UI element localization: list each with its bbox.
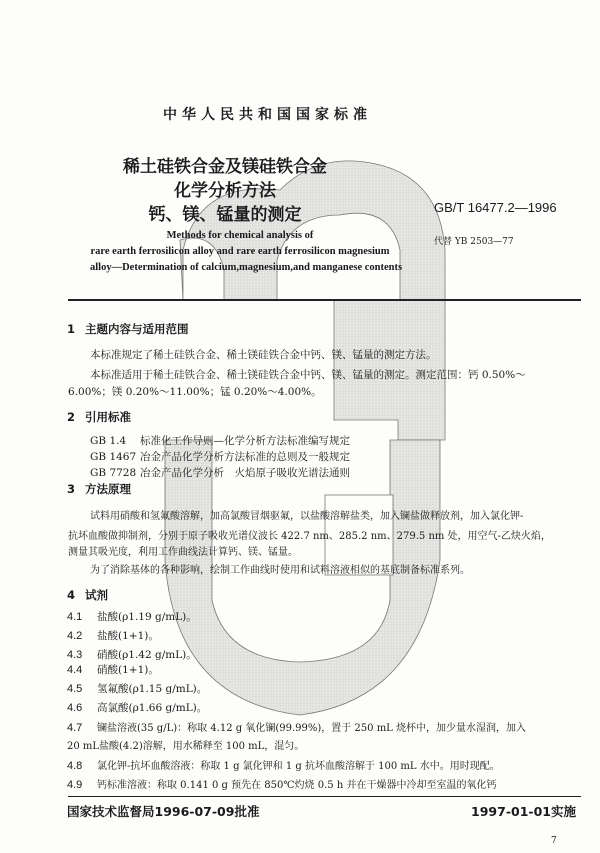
reagent-item-continuation: 20 mL盐酸(4.2)溶解，用水稀释至 100 mL，混匀。 <box>67 741 305 752</box>
section-3-line: 试料用硝酸和氢氟酸溶解，加高氯酸冒烟驱氟，以盐酸溶解盐类，加入镧盐做释放剂，加入氯化钾- <box>90 511 524 522</box>
section-1-heading: 1 主题内容与适用范围 <box>67 322 189 336</box>
replaces-standard: 代替 YB 2503—77 <box>434 237 514 247</box>
reference-item: GB 1467 冶金产品化学分析方法标准的总则及一般规定 <box>90 451 350 463</box>
section-4-heading: 4 试剂 <box>67 588 108 602</box>
section-3-line: 为了消除基体的各种影响，绘制工作曲线时使用和试料溶液相似的基底制备标准系列。 <box>90 565 470 576</box>
title-line-1: 稀土硅铁合金及镁硅铁合金 <box>123 157 327 177</box>
section-3-line: 抗坏血酸做抑制剂，分别于原子吸收光谱仪波长 422.7 nm、285.2 nm、279.5 nm 处，用空气-乙炔火焰， <box>68 531 551 542</box>
english-title-line-1: Methods for chemical analysis of <box>166 230 314 241</box>
title-line-2: 化学分析方法 <box>174 181 276 201</box>
title-line-3: 钙、镁、锰量的测定 <box>148 205 302 225</box>
header-divider <box>68 299 581 301</box>
reagent-item: 4.4 硝酸(1+1)。 <box>67 664 159 676</box>
section-1-line: 本标准适用于稀土硅铁合金、稀土镁硅铁合金中钙、镁、锰量的测定。测定范围：钙 0.50%～ <box>90 369 526 381</box>
section-3-line: 测量其吸光度，利用工作曲线法计算钙、镁、锰量。 <box>68 547 298 558</box>
reference-item: GB 1.4 标准化工作导则—化学分析方法标准编写规定 <box>90 435 350 447</box>
standard-number: GB/T 16477.2—1996 <box>434 200 557 215</box>
section-2-heading: 2 引用标准 <box>67 410 131 424</box>
reagent-item: 4.5 氢氟酸(ρ1.15 g/mL)。 <box>67 683 208 695</box>
reagent-item: 4.7 镧盐溶液(35 g/L)：称取 4.12 g 氧化镧(99.99%)，置于 250 mL 烧杯中，加少量水湿润，加入 <box>67 722 526 734</box>
national-standard-header: 中华人民共和国国家标准 <box>163 107 372 123</box>
section-1-line: 6.00%；镁 0.20%～11.00%；锰 0.20%～4.00%。 <box>68 386 322 398</box>
english-title-line-3: alloy—Determination of calcium,magnesium,and manganese contents <box>90 262 403 273</box>
reagent-item: 4.9 钙标准溶液：称取 0.141 0 g 预先在 850℃灼烧 0.5 h 并在干燥器中冷却至室温的氧化钙 <box>67 779 497 791</box>
english-title-line-2: rare earth ferrosilicon alloy and rare earth ferrosilicon magnesium <box>90 246 390 257</box>
section-3-heading: 3 方法原理 <box>67 482 131 496</box>
footer-divider <box>68 796 581 797</box>
reagent-item: 4.6 高氯酸(ρ1.66 g/mL)。 <box>67 702 208 714</box>
effective-date: 1997-01-01实施 <box>471 804 576 819</box>
reagent-item: 4.2 盐酸(1+1)。 <box>67 630 159 642</box>
approval-date: 国家技术监督局1996-07-09批准 <box>67 804 260 819</box>
reagent-item: 4.1 盐酸(ρ1.19 g/mL)。 <box>67 611 197 623</box>
reference-item: GB 7728 冶金产品化学分析 火焰原子吸收光谱法通则 <box>90 467 350 479</box>
page-number: 7 <box>551 836 557 846</box>
reagent-item: 4.8 氯化钾-抗坏血酸溶液：称取 1 g 氯化钾和 1 g 抗坏血酸溶解于 100 mL 水中。用时现配。 <box>67 760 500 772</box>
section-1-line: 本标准规定了稀土硅铁合金、稀土镁硅铁合金中钙、镁、锰量的测定方法。 <box>90 349 437 361</box>
reagent-item: 4.3 硝酸(ρ1.42 g/mL)。 <box>67 649 197 661</box>
